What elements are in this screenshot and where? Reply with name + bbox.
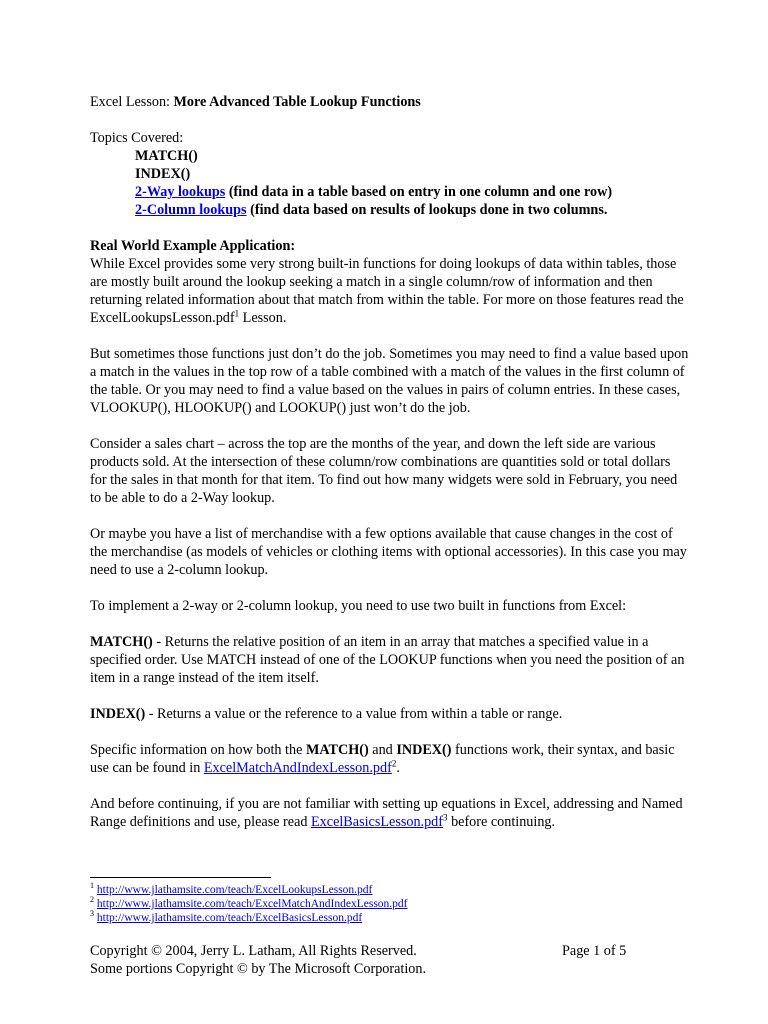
specific-pre: Specific information on how both the (90, 742, 306, 758)
match-desc: - Returns the relative position of an item in an array that matches a specified value in a specified order. Use MATCH instead of one of the LOOKUP functions when you need the position of an item in a range instead of the item itself. (90, 634, 685, 686)
link-match-index-lesson[interactable]: ExcelMatchAndIndexLesson.pdf (203, 760, 392, 776)
footnote-ref-1[interactable]: 1 (234, 308, 240, 319)
page-number: Page 1 of 5 (562, 943, 627, 959)
footnote-1-number: 1 (90, 881, 94, 891)
topic-2column (90, 201, 690, 219)
document-body (90, 93, 690, 831)
paragraph-before-continuing (90, 795, 690, 831)
paragraph-intro-text: While Excel provides some very strong built-in functions for doing lookups of data within tables, those are mostly built around the lookup seeking a match in a single column/row of information and then returning related information about that match from within the table. For more on those features read the ExcelLookupsLesson.pdf (90, 256, 684, 326)
document-title (90, 93, 690, 111)
link-basics-lesson[interactable]: ExcelBasicsLesson.pdf (311, 814, 444, 830)
topic-match: MATCH() (135, 148, 198, 164)
specific-mid: functions work, their syntax, and basic use can be found in (90, 742, 675, 776)
topic-2column-desc: (find data based on results of lookups done in two columns. (246, 202, 608, 218)
paragraph-intro (90, 255, 690, 327)
page-footer (90, 942, 650, 978)
footer-row-1 (90, 942, 650, 960)
footnote-2-number: 2 (90, 895, 94, 905)
index-desc: - Returns a value or the reference to a value from within a table or range. (145, 706, 563, 722)
copyright-text: Copyright © 2004, Jerry L. Latham, All Rights Reserved. (90, 943, 417, 959)
paragraph-limitations: But sometimes those functions just don’t do the job. Sometimes you may need to find a value based upon a match in the values in the top row of a table combined with a match of the values in the first column of the table. Or you may need to find a value based on the values in pairs of column entries. In these cases, VLOOKUP(), HLOOKUP() and LOOKUP() just won’t do the job. (90, 346, 689, 416)
footnote-3-link[interactable]: http://www.jlathamsite.com/teach/ExcelBasicsLesson.pdf (96, 912, 363, 924)
footnote-2-link[interactable]: http://www.jlathamsite.com/teach/ExcelMatchAndIndexLesson.pdf (96, 898, 408, 910)
specific-post: . (396, 760, 400, 776)
paragraph-merchandise: Or maybe you have a list of merchandise with a few options available that cause changes in the cost of the merchandise (as models of vehicles or clothing items with optional accessories). In this case you may need to use a 2-column lookup. (90, 526, 687, 578)
footnote-1 (90, 883, 690, 897)
footnote-3-number: 3 (90, 909, 94, 919)
topic-2way (90, 183, 690, 201)
before-post: before continuing. (447, 814, 556, 830)
title-prefix: Excel Lesson: (90, 94, 174, 110)
footnote-1-link[interactable]: http://www.jlathamsite.com/teach/ExcelLookupsLesson.pdf (96, 884, 373, 896)
paragraph-sales-chart: Consider a sales chart – across the top are the months of the year, and down the left side are various products sold. At the intersection of these column/row combinations are quantities sold or total dollars for the sales in that month for that item. To find out how many widgets were sold in February, you need to be able to do a 2-Way lookup. (90, 436, 678, 506)
specific-match: MATCH() (305, 742, 369, 758)
section-heading: Real World Example Application: (90, 238, 296, 254)
paragraph-specific-info (90, 741, 690, 777)
footnote-2 (90, 897, 690, 911)
paragraph-implement: To implement a 2-way or 2-column lookup, you need to use two built in functions from Excel: (90, 598, 627, 614)
paragraph-index-def (90, 705, 690, 723)
footnote-ref-2[interactable]: 2 (391, 758, 397, 769)
footnotes (90, 883, 690, 925)
footer-row-2 (90, 960, 650, 978)
specific-index: INDEX() (396, 742, 452, 758)
before-pre: And before continuing, if you are not familiar with setting up equations in Excel, addressing and Named Range definitions and use, please read (90, 796, 683, 830)
paragraph-match-def (90, 633, 690, 687)
link-2way-lookups[interactable]: 2-Way lookups (135, 184, 226, 200)
index-term: INDEX() (90, 706, 146, 722)
footnote-ref-3[interactable]: 3 (443, 812, 448, 823)
topics-heading: Topics Covered: (90, 130, 184, 146)
microsoft-copyright: Some portions Copyright © by The Microsoft Corporation. (90, 961, 427, 977)
footnote-3 (90, 911, 690, 925)
paragraph-intro-after: Lesson. (239, 310, 287, 326)
topic-index: INDEX() (135, 166, 191, 182)
footnote-divider (90, 877, 271, 878)
specific-and: and (368, 742, 397, 758)
topic-2way-desc: (find data in a table based on entry in one column and one row) (225, 184, 613, 200)
link-2column-lookups[interactable]: 2-Column lookups (135, 202, 247, 218)
match-term: MATCH() (90, 634, 153, 650)
title-main: More Advanced Table Lookup Functions (173, 94, 421, 110)
